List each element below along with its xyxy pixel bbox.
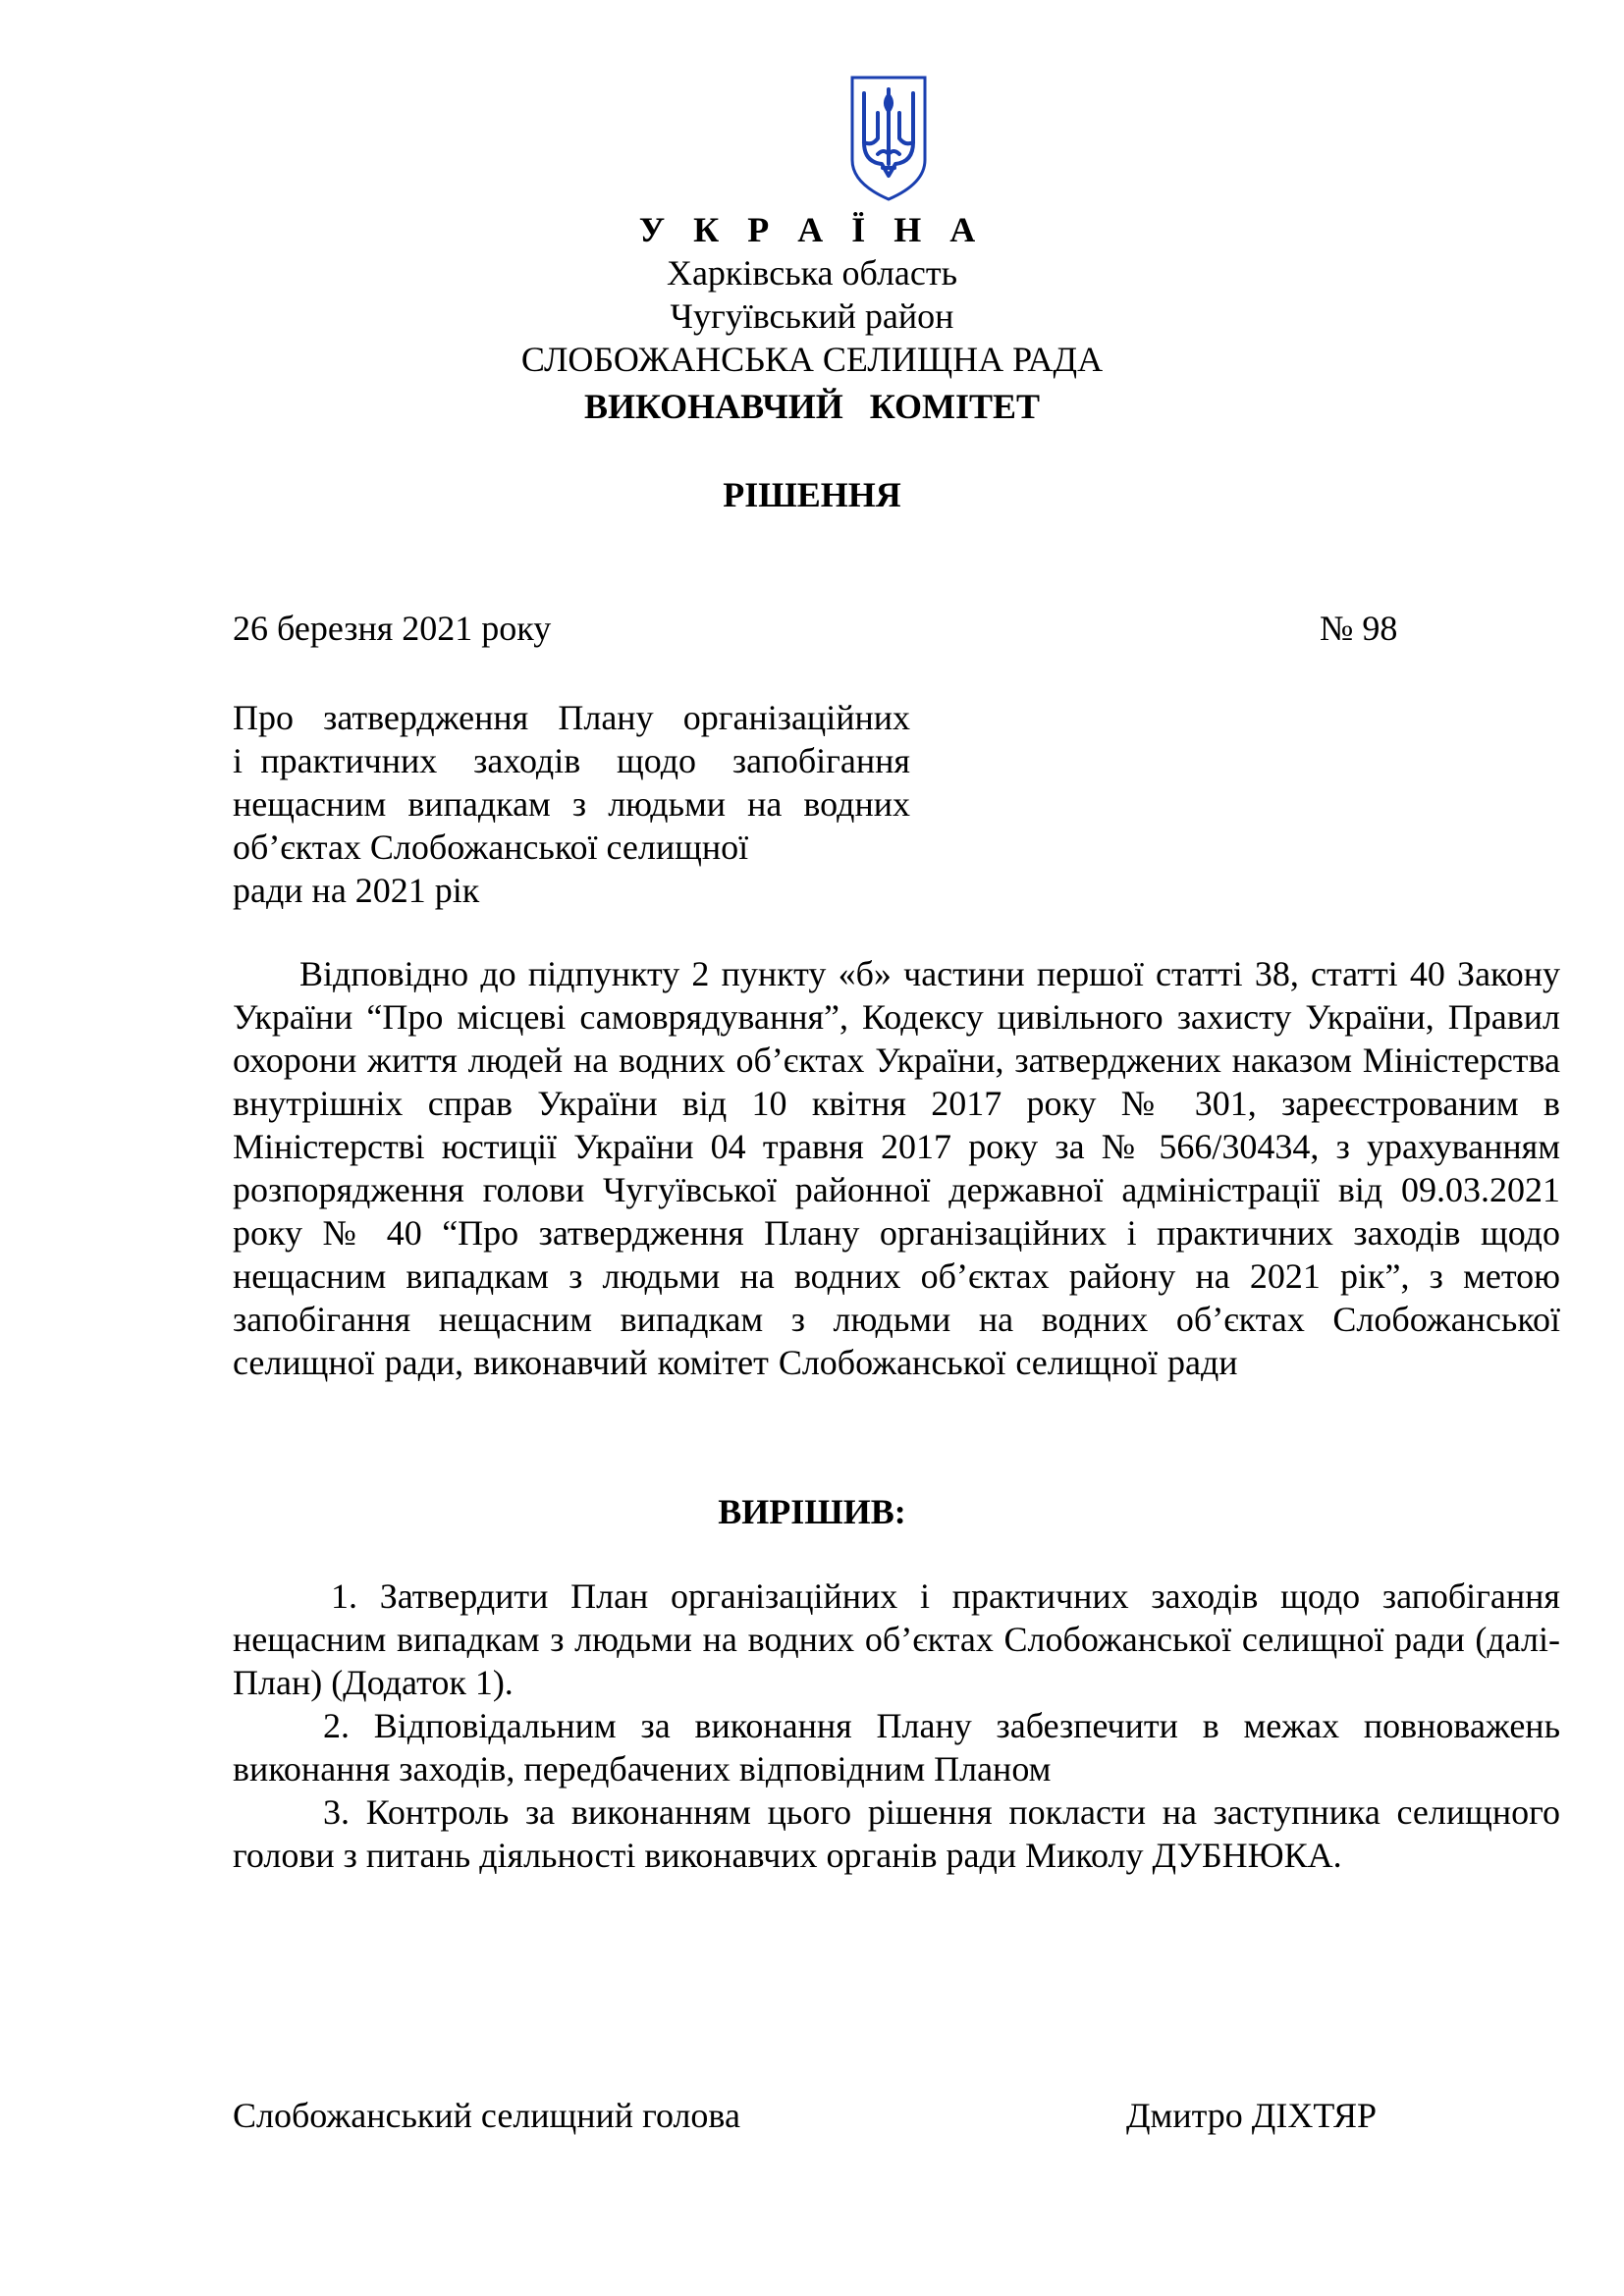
decision-items	[233, 1575, 1560, 1877]
subject-line: Про затвердження Плану організаційних	[233, 698, 910, 737]
subject-line: ради на 2021 рік	[233, 871, 480, 910]
decision-item-1: 1. Затвердити План організаційних і практичних заходів щодо запобігання нещасним випадкам з людьми на водних об’єктах Слобожанської селищної ради (далі-План) (Додаток 1).	[233, 1576, 1560, 1702]
signature-name: Дмитро ДІХТЯР	[1126, 2096, 1377, 2135]
signature-position: Слобожанський селищний голова	[233, 2096, 740, 2135]
region-line: Харківська область	[666, 253, 958, 293]
subject-block	[233, 696, 910, 912]
committee-name: ВИКОНАВЧИЙ КОМІТЕТ	[583, 387, 1041, 426]
decision-item-2: 2. Відповідальним за виконання Плану забезпечити в межах повноважень виконання заходів, передбачених відповідним Планом	[233, 1706, 1560, 1789]
document-date: 26 березня 2021 року	[233, 609, 552, 648]
district-line: Чугуївський район	[670, 296, 954, 336]
subject-line: і практичних заходів щодо запобігання	[233, 741, 910, 780]
subject-line: об’єктах Слобожанської селищної	[233, 828, 749, 867]
decision-item-3: 3. Контроль за виконанням цього рішення покласти на заступника селищного голови з питань діяльності виконавчих органів ради Миколу ДУБНЮКА.	[233, 1792, 1560, 1875]
document-type-title: РІШЕННЯ	[723, 475, 901, 514]
subject-line: нещасним випадкам з людьми на водних	[233, 784, 910, 824]
council-name: СЛОБОЖАНСЬКА СЕЛИЩНА РАДА	[520, 340, 1104, 379]
document-number: № 98	[1320, 609, 1398, 648]
resolved-heading: ВИРІШИВ:	[718, 1492, 906, 1531]
preamble-paragraph: Відповідно до підпункту 2 пункту «б» частини першої статті 38, статті 40 Закону України “Про місцеві самоврядування”, Кодексу цивільного захисту України, Правил охорони життя людей на водних об’єктах України, затверджених наказом Міністерства внутрішніх справ України від 10 квітня 2017 року № 301, зареєстрованим в Міністерстві юстиції України 04 травня 2017 року за № 566/30434, з урахуванням розпорядження голови Чугуївської районної державної адміністрації від 09.03.2021 року № 40 “Про затвердження Плану організаційних і практичних заходів щодо нещасним випадкам з людьми на водних об’єктах району на 2021 рік”, з метою запобігання нещасним випадкам з людьми на водних об’єктах Слобожанської селищної ради, виконавчий комітет Слобожанської селищної ради	[233, 954, 1560, 1382]
country-title: У К Р А Ї Н А	[638, 210, 986, 249]
ukraine-trident-icon	[848, 74, 929, 203]
